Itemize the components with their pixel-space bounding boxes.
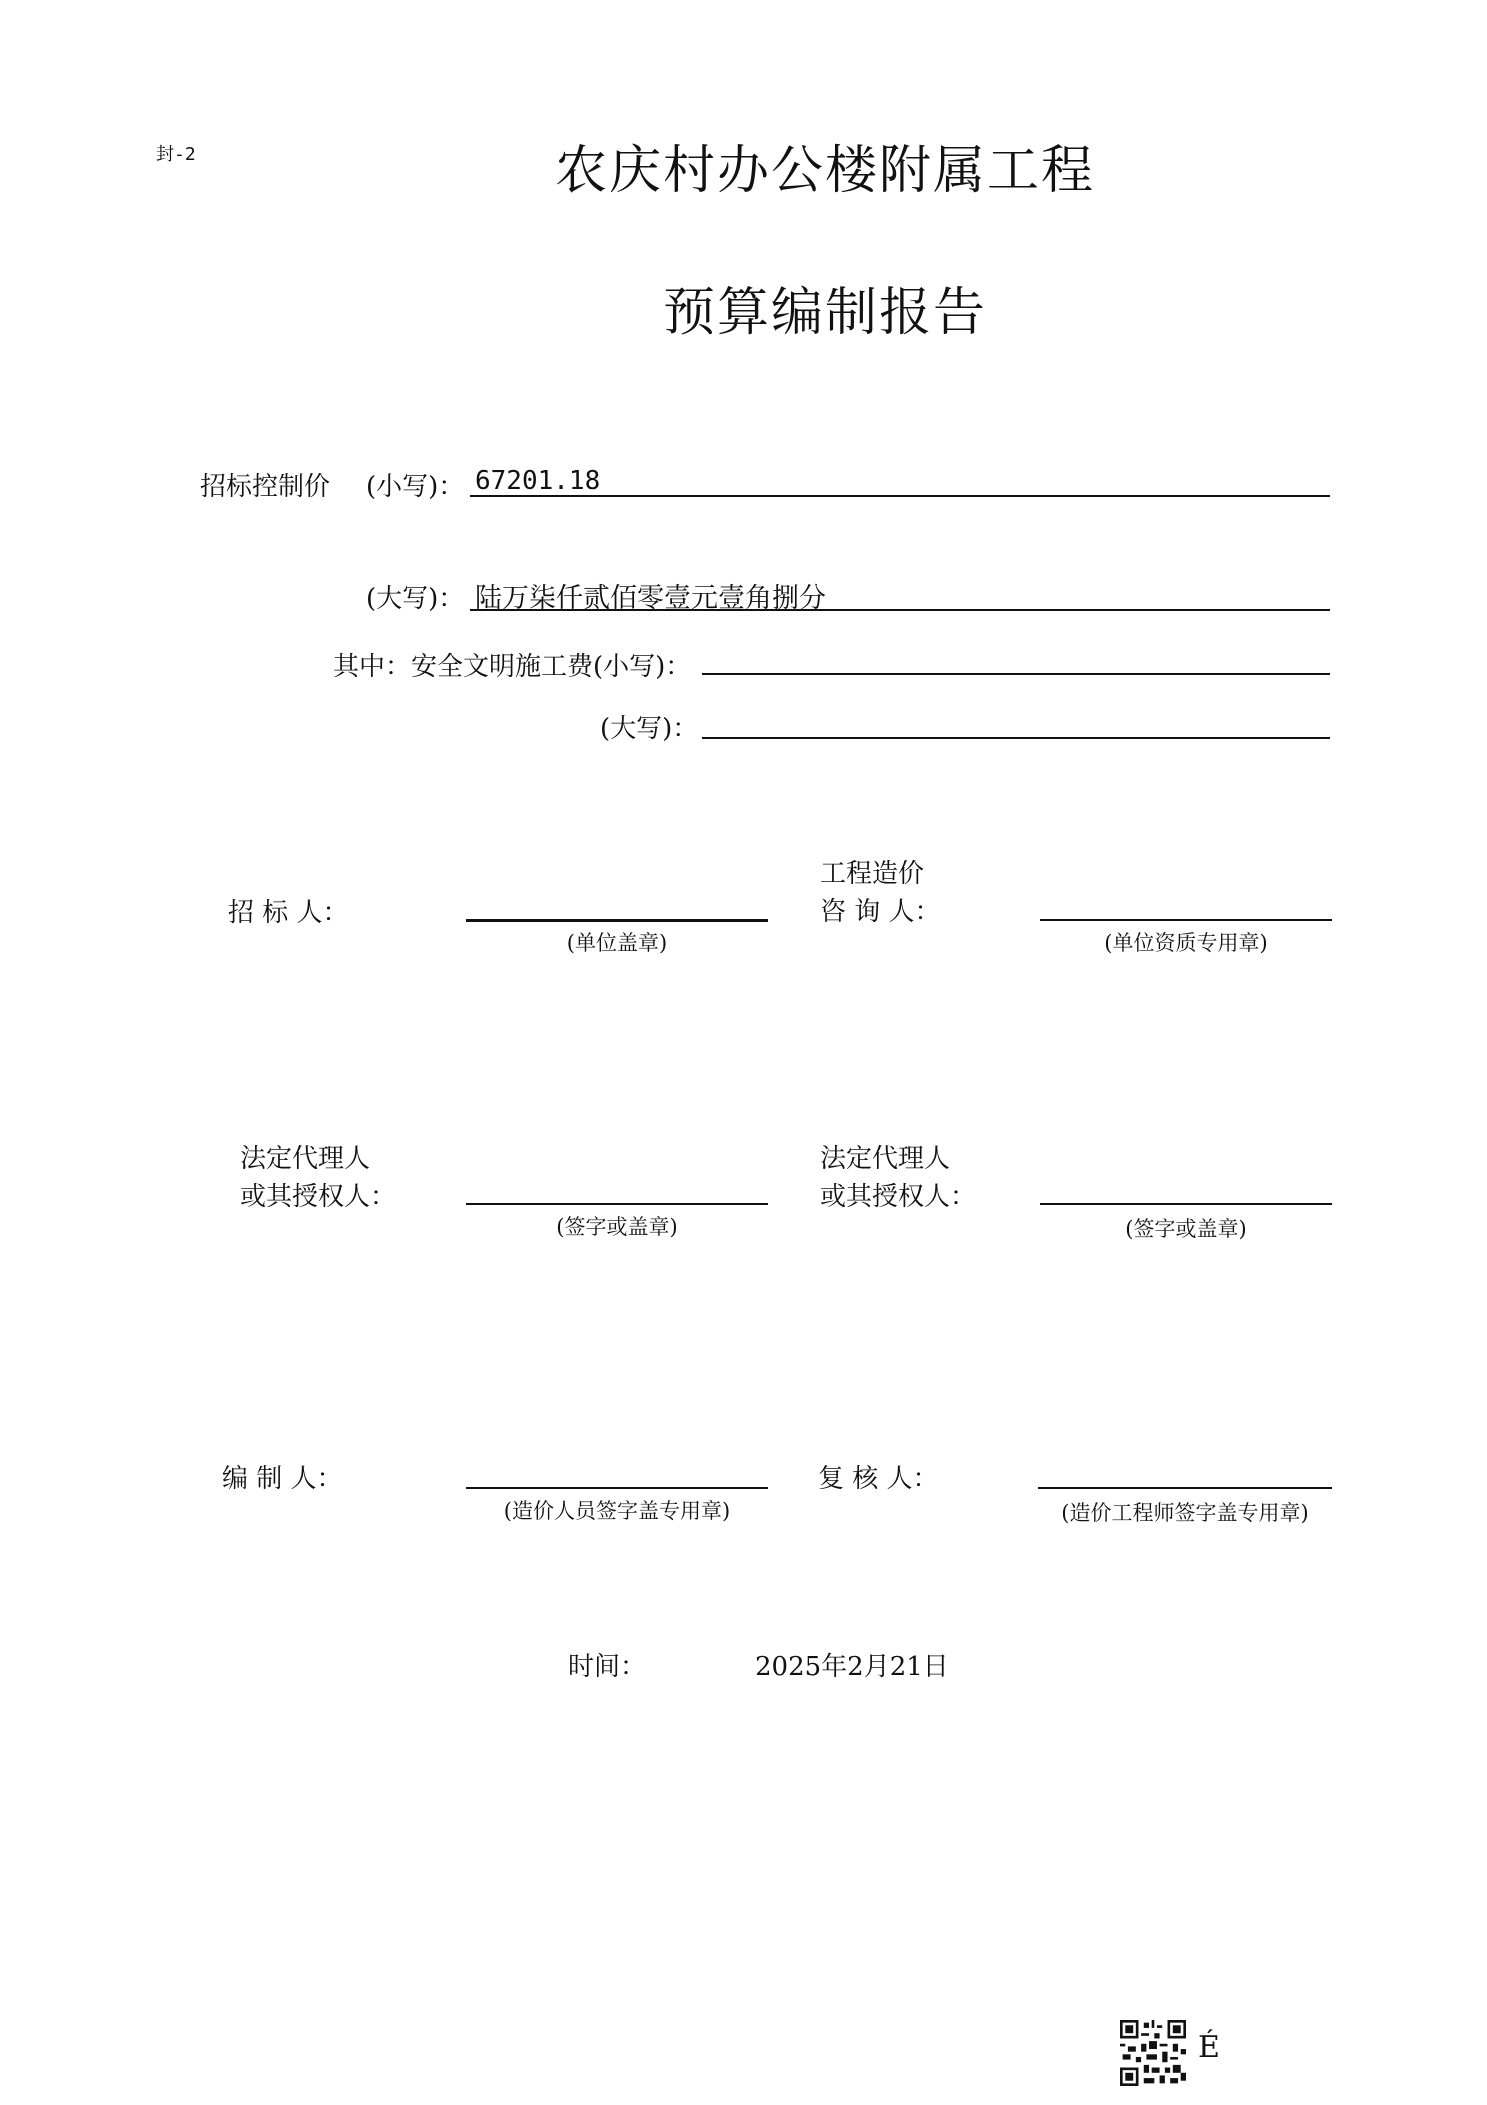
footer-mark: É — [1198, 2030, 1220, 2065]
tender-price-upper-value: 陆万柒仟贰佰零壹元壹角捌分 — [475, 583, 826, 614]
consultant-label-line1: 工程造价 — [820, 859, 925, 889]
legal-rep-left-note: (签字或盖章) — [556, 1215, 678, 1239]
reviewer-signature-line — [1038, 1487, 1332, 1489]
tender-price-lower-value: 67201.18 — [475, 466, 601, 496]
consultant-note: (单位资质专用章) — [1104, 931, 1268, 955]
tender-price-upper-line — [470, 609, 1330, 611]
legal-rep-right-label-line1: 法定代理人 — [820, 1144, 951, 1174]
safety-fee-upper-label: (大写)： — [600, 714, 699, 744]
tender-price-upper-label: (大写)： — [366, 584, 465, 614]
legal-rep-left-label-line1: 法定代理人 — [240, 1144, 371, 1174]
compiler-signature-line — [466, 1487, 768, 1489]
document-title: 农庆村办公楼附属工程 — [554, 141, 1095, 201]
safety-fee-lower-label: 其中：安全文明施工费(小写)： — [333, 652, 692, 682]
tenderer-note: (单位盖章) — [566, 931, 668, 955]
reviewer-label: 复 核 人： — [818, 1464, 939, 1494]
tenderer-signature-line — [466, 919, 768, 922]
legal-rep-right-note: (签字或盖章) — [1125, 1217, 1247, 1241]
form-code: 封-2 — [156, 144, 196, 165]
consultant-signature-line — [1040, 919, 1332, 921]
safety-fee-lower-line — [702, 673, 1330, 675]
legal-rep-left-signature-line — [466, 1203, 768, 1205]
date-value: 2025年2月21日 — [755, 1652, 949, 1682]
tender-price-lower-label: (小写)： — [366, 472, 465, 502]
document-subtitle: 预算编制报告 — [662, 283, 987, 343]
legal-rep-right-label-line2: 或其授权人： — [820, 1182, 977, 1212]
safety-fee-upper-line — [702, 737, 1330, 739]
consultant-label-line2: 咨 询 人： — [820, 897, 941, 927]
reviewer-note: (造价工程师签字盖专用章) — [1061, 1501, 1309, 1525]
compiler-label: 编 制 人： — [222, 1464, 343, 1494]
tender-price-lower-line — [470, 495, 1330, 497]
tender-price-label: 招标控制价 — [200, 472, 331, 502]
legal-rep-left-label-line2: 或其授权人： — [240, 1182, 397, 1212]
legal-rep-right-signature-line — [1040, 1203, 1332, 1205]
compiler-note: (造价人员签字盖专用章) — [503, 1499, 731, 1523]
tenderer-label: 招 标 人： — [228, 898, 349, 928]
qr-code-icon — [1120, 2020, 1186, 2086]
date-label: 时间： — [568, 1652, 647, 1682]
